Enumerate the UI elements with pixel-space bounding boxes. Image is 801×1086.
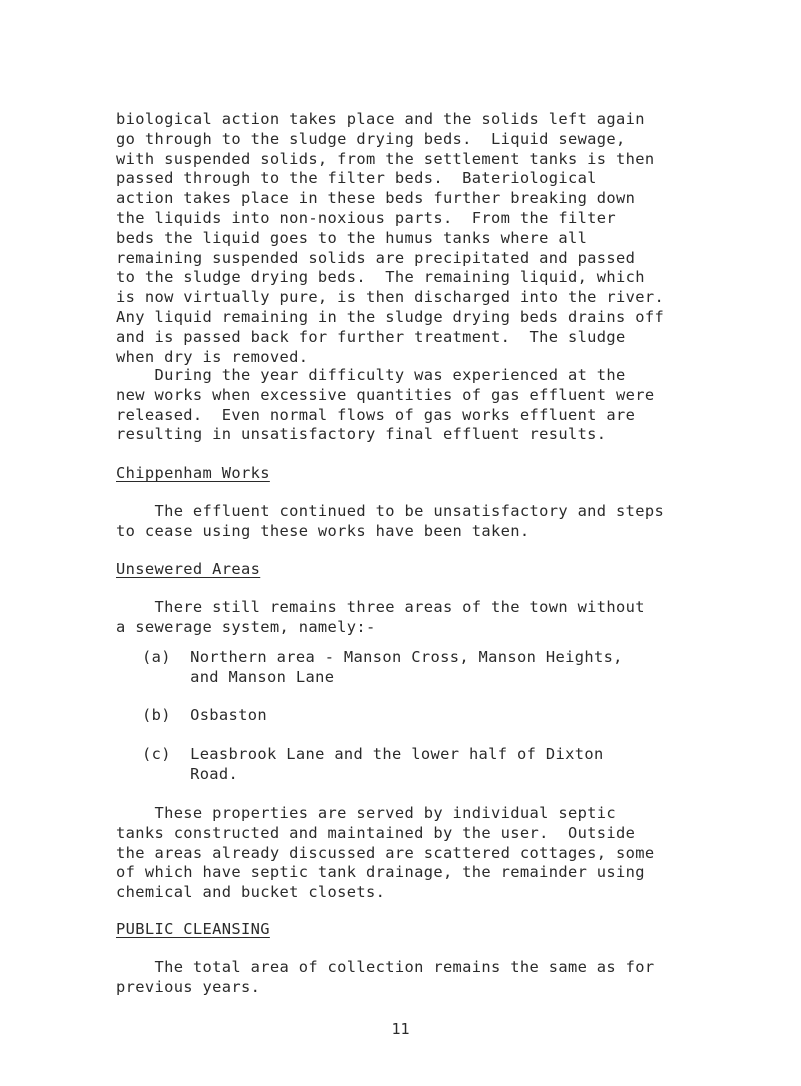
paragraph-sewage-treatment: biological action takes place and the solids left again go through to the sludge drying beds. Liquid sewage, with suspended solids, from the settlement tanks is then passed through to the filter beds. Bateriological action takes place in these beds further breaking down the liquids into non-noxious parts. From the filter beds the liquid goes to the humus tanks where all remaining suspended solids are precipitated and passed to the sludge drying beds. The remaining liquid, which is now virtually pure, is then discharged into the river. Any liquid remaining in the sludge drying beds drains off and is passed back for further treatment. The sludge when dry is removed. — [116, 110, 665, 366]
paragraph-gas-effluent: During the year difficulty was experienced at the new works when excessive quantities of gas effluent were released. Even normal flows of gas works effluent are resulting in unsatisfactory final effluent results. — [116, 366, 655, 444]
list-item-c: (c) Leasbrook Lane and the lower half of Dixton Road. — [142, 745, 604, 783]
paragraph-collection-area: The total area of collection remains the same as for previous years. — [116, 958, 655, 996]
page-number: 11 — [391, 1020, 410, 1038]
paragraph-unsewered-intro: There still remains three areas of the town without a sewerage system, namely:- — [116, 598, 645, 636]
list-item-b: (b) Osbaston — [142, 706, 268, 724]
heading-unsewered-areas: Unsewered Areas — [116, 560, 261, 578]
heading-chippenham-works: Chippenham Works — [116, 464, 270, 482]
paragraph-chippenham-effluent: The effluent continued to be unsatisfactory and steps to cease using these works have been taken. — [116, 502, 665, 540]
heading-public-cleansing: PUBLIC CLEANSING — [116, 920, 270, 938]
list-item-a: (a) Northern area - Manson Cross, Manson Heights, and Manson Lane — [142, 648, 623, 686]
paragraph-septic-tanks: These properties are served by individual septic tanks constructed and maintained by the user. Outside the areas already discussed are scattered cottages, some of which have septic tank drainage, the remainder using chemical and bucket closets. — [116, 804, 655, 902]
